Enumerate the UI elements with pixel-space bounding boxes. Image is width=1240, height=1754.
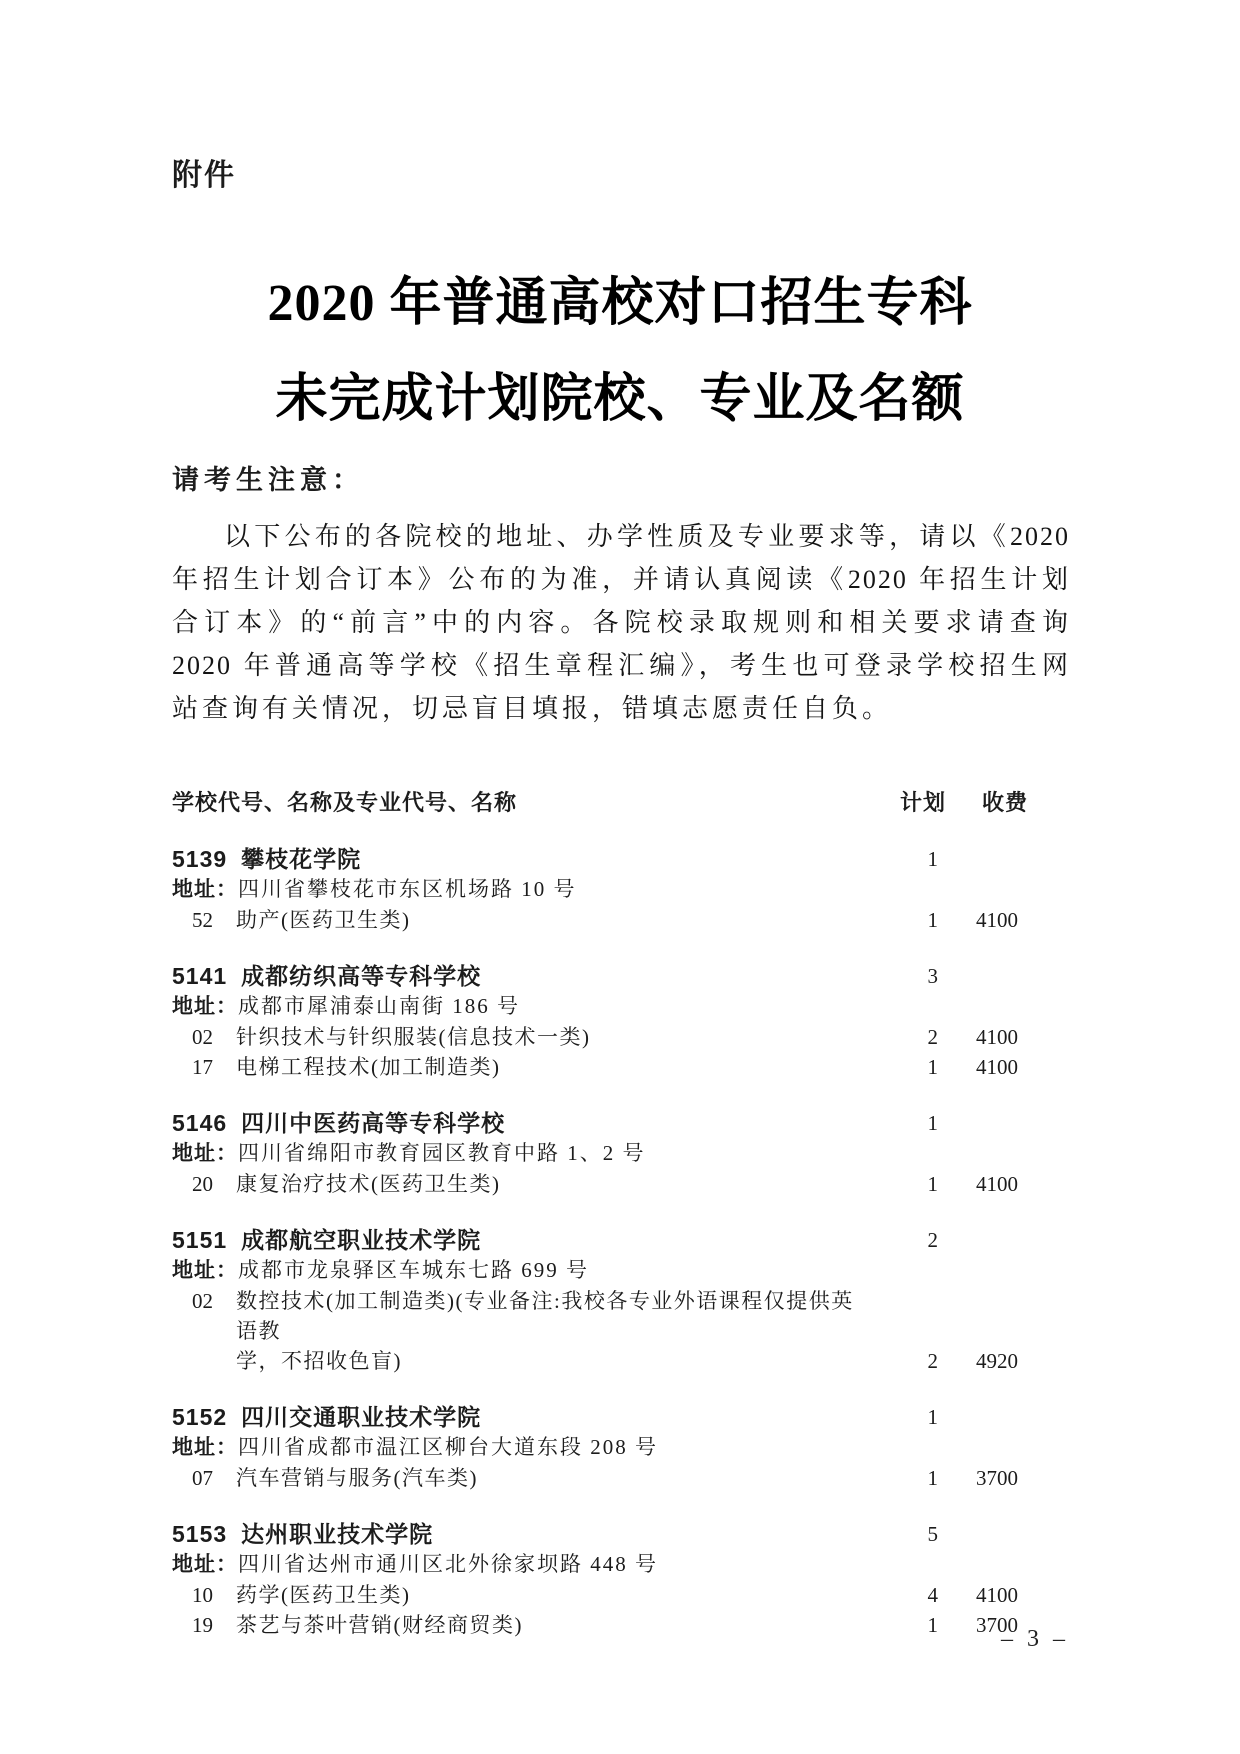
major-name — [172, 905, 868, 935]
major-plan: 1 — [927, 1613, 938, 1637]
major-code: 17 — [192, 1055, 213, 1079]
school-plan: 1 — [927, 1405, 938, 1429]
major-fee: 4100 — [976, 1583, 1018, 1607]
address-label: 地址： — [172, 1553, 238, 1576]
page-number: – 3 – — [1001, 1626, 1069, 1652]
major-row — [172, 905, 1030, 935]
major-code: 10 — [192, 1583, 213, 1607]
major-name — [172, 1610, 868, 1640]
school-row — [172, 1225, 1030, 1255]
address-label: 地址： — [172, 995, 238, 1018]
address-label: 地址： — [172, 1259, 238, 1282]
major-row — [172, 1580, 1030, 1610]
address-row — [172, 1255, 1030, 1286]
school-title: 四川交通职业技术学院 — [241, 1404, 482, 1430]
major-row — [172, 1610, 1030, 1640]
attachment-label: 附件 — [172, 159, 236, 192]
major-title: 汽车营销与服务(汽车类) — [236, 1466, 478, 1490]
address — [172, 874, 1030, 905]
major-row — [172, 1052, 1030, 1082]
school-name — [172, 1108, 868, 1138]
school-row — [172, 1519, 1030, 1549]
school-block — [172, 844, 1030, 935]
table-header-row — [172, 788, 1030, 818]
header-fee-col: 收费 — [981, 790, 1028, 815]
major-plan: 1 — [927, 1172, 938, 1196]
major-plan: 1 — [927, 1466, 938, 1490]
school-block — [172, 961, 1030, 1082]
school-title: 成都纺织高等专科学校 — [241, 963, 482, 989]
address-row — [172, 1138, 1030, 1169]
address-value: 四川省绵阳市教育园区教育中路 1、2 号 — [238, 1141, 646, 1165]
major-row — [172, 1286, 1030, 1376]
notice-line: 以下公布的各院校的地址、办学性质及专业要求等，请以《2020 — [224, 522, 1070, 551]
plan-table — [172, 788, 1030, 1640]
school-title: 达州职业技术学院 — [241, 1521, 434, 1547]
school-code: 5152 — [172, 1404, 228, 1430]
major-title — [236, 1286, 868, 1376]
school-row — [172, 844, 1030, 874]
address-row — [172, 874, 1030, 905]
major-title: 药学(医药卫生类) — [236, 1583, 411, 1607]
school-name — [172, 961, 868, 991]
major-name — [172, 1169, 868, 1199]
school-block — [172, 1108, 1030, 1199]
major-plan: 2 — [927, 1349, 938, 1373]
major-code: 52 — [192, 908, 213, 932]
school-title: 四川中医药高等专科学校 — [241, 1110, 506, 1136]
address-row — [172, 1549, 1030, 1580]
major-name — [172, 1286, 868, 1376]
major-row — [172, 1022, 1030, 1052]
school-block — [172, 1225, 1030, 1376]
school-plan: 2 — [927, 1228, 938, 1252]
major-title-line2: 学，不招收色盲) — [236, 1349, 402, 1373]
school-code: 5153 — [172, 1521, 228, 1547]
address-value: 成都市犀浦泰山南街 186 号 — [238, 994, 520, 1018]
major-code: 20 — [192, 1172, 213, 1196]
address-row — [172, 991, 1030, 1022]
address-row — [172, 1432, 1030, 1463]
school-code: 5139 — [172, 846, 228, 872]
major-row — [172, 1169, 1030, 1199]
address — [172, 1255, 1030, 1286]
major-title: 康复治疗技术(医药卫生类) — [236, 1172, 501, 1196]
major-title: 针织技术与针织服装(信息技术一类) — [236, 1025, 591, 1049]
address — [172, 1432, 1030, 1463]
notice-line: 站查询有关情况，切忌盲目填报，错填志愿责任自负。 — [172, 694, 893, 723]
school-title: 成都航空职业技术学院 — [241, 1227, 482, 1253]
address-label: 地址： — [172, 1142, 238, 1165]
major-code: 07 — [192, 1466, 213, 1490]
notice-heading: 请考生注意： — [172, 465, 364, 495]
major-name — [172, 1463, 868, 1493]
school-row — [172, 1402, 1030, 1432]
major-row — [172, 1463, 1030, 1493]
major-title: 助产(医药卫生类) — [236, 908, 411, 932]
major-title: 电梯工程技术(加工制造类) — [236, 1055, 501, 1079]
major-code: 02 — [192, 1289, 213, 1313]
notice-paragraph — [172, 515, 1070, 730]
school-row — [172, 1108, 1030, 1138]
school-plan: 1 — [927, 847, 938, 871]
major-plan: 1 — [927, 1055, 938, 1079]
address-label: 地址： — [172, 1436, 238, 1459]
address-value: 四川省成都市温江区柳台大道东段 208 号 — [238, 1435, 658, 1459]
school-plan: 3 — [927, 964, 938, 988]
address — [172, 991, 1030, 1022]
school-row — [172, 961, 1030, 991]
notice-line: 年招生计划合订本》公布的为准，并请认真阅读《2020 年招生计划 — [172, 565, 1070, 594]
school-block — [172, 1402, 1030, 1493]
notice-line: 2020 年普通高等学校《招生章程汇编》，考生也可登录学校招生网 — [172, 651, 1070, 680]
header-plan-col: 计划 — [899, 790, 946, 815]
school-code: 5146 — [172, 1110, 228, 1136]
school-name — [172, 1519, 868, 1549]
major-fee: 3700 — [976, 1466, 1018, 1490]
school-title: 攀枝花学院 — [241, 846, 362, 872]
school-code: 5141 — [172, 963, 228, 989]
major-name — [172, 1580, 868, 1610]
document-title-line1: 2020 年普通高校对口招生专科 — [267, 275, 973, 332]
major-title: 茶艺与茶叶营销(财经商贸类) — [236, 1613, 523, 1637]
address-value: 四川省达州市通川区北外徐家坝路 448 号 — [238, 1552, 658, 1576]
school-name — [172, 1402, 868, 1432]
school-name — [172, 844, 868, 874]
header-school-major-col: 学校代号、名称及专业代号、名称 — [172, 790, 518, 815]
major-title-line1: 数控技术(加工制造类)(专业备注:我校各专业外语课程仅提供英语教 — [236, 1289, 854, 1343]
major-name — [172, 1022, 868, 1052]
major-fee: 4100 — [976, 1055, 1018, 1079]
notice-line: 合订本》的“前言”中的内容。各院校录取规则和相关要求请查询 — [172, 608, 1070, 637]
address-value: 成都市龙泉驿区车城东七路 699 号 — [238, 1258, 589, 1282]
major-plan: 4 — [927, 1583, 938, 1607]
school-name — [172, 1225, 868, 1255]
address-value: 四川省攀枝花市东区机场路 10 号 — [238, 877, 577, 901]
school-plan: 1 — [927, 1111, 938, 1135]
major-name — [172, 1052, 868, 1082]
major-code: 02 — [192, 1025, 213, 1049]
major-code: 19 — [192, 1613, 213, 1637]
major-plan: 1 — [927, 908, 938, 932]
address — [172, 1138, 1030, 1169]
major-fee: 4100 — [976, 1025, 1018, 1049]
address — [172, 1549, 1030, 1580]
document-title-line2: 未完成计划院校、专业及名额 — [275, 371, 965, 428]
major-plan: 2 — [927, 1025, 938, 1049]
school-block — [172, 1519, 1030, 1640]
school-plan: 5 — [927, 1522, 938, 1546]
school-code: 5151 — [172, 1227, 228, 1253]
address-label: 地址： — [172, 878, 238, 901]
major-fee: 4920 — [976, 1349, 1018, 1373]
major-fee: 4100 — [976, 1172, 1018, 1196]
document-title — [0, 256, 1240, 448]
major-fee: 3700 — [976, 1613, 1018, 1637]
major-fee: 4100 — [976, 908, 1018, 932]
